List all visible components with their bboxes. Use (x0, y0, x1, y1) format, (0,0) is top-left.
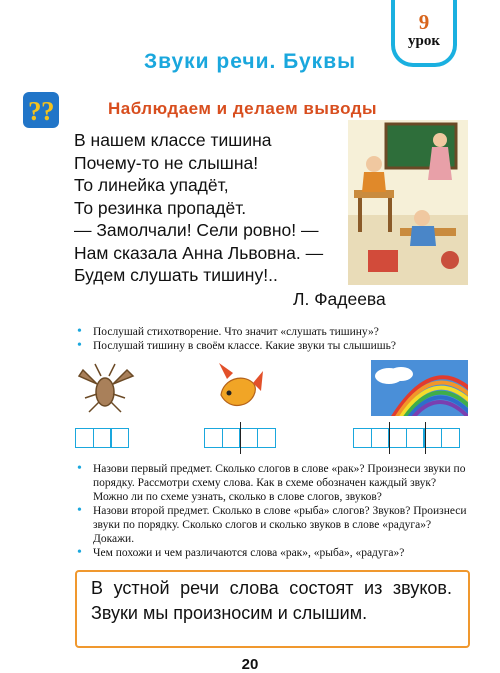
word-scheme-raduga (353, 428, 460, 448)
task-list-bottom (89, 462, 469, 560)
poem-line: Почему-то не слышна! (74, 152, 259, 173)
question-marks-icon (23, 92, 59, 128)
section-title: Наблюдаем и делаем выводы (108, 99, 378, 118)
task-item: • Послушай тишину в своём классе. Какие звуки ты слышишь? (89, 339, 469, 353)
rule-box: В устной речи слова состоят из звуков. Звуки мы произносим и слышим. (75, 570, 470, 648)
poem-line: То линейка упадёт, (74, 175, 229, 195)
poem-line: В нашем классе тишина (74, 130, 272, 150)
sound-cell (441, 428, 460, 448)
svg-text:?: ? (28, 96, 42, 126)
sound-cell (222, 428, 241, 448)
poem-line: Нам сказала Анна Львовна. — (74, 242, 324, 263)
poem-line: То резинка пропадёт. (74, 197, 247, 218)
sound-cell (110, 428, 129, 448)
sound-cell (75, 428, 94, 448)
goldfish-picture (213, 359, 265, 414)
sound-cell (353, 428, 372, 448)
page-number: 20 (241, 656, 259, 673)
syllable-divider (240, 422, 241, 454)
svg-text:?: ? (41, 96, 55, 126)
sound-cell (257, 428, 276, 448)
lesson-label: урок (408, 33, 440, 49)
word-scheme-rak (75, 428, 129, 448)
sound-cell (239, 428, 258, 448)
page-title: Звуки речи. Буквы (143, 50, 357, 73)
task-list-top (89, 325, 469, 353)
task-item: • Чем похожи и чем различаются слова «рак», «рыба», «радуга»? (89, 546, 469, 560)
task-item: • Послушай стихотворение. Что значит «слушать тишину»? (89, 325, 469, 339)
crayfish-picture (75, 362, 137, 414)
sound-cell (93, 428, 112, 448)
poem-line: Будем слушать тишину!.. (74, 265, 278, 285)
rainbow-picture (371, 360, 468, 416)
sound-cell (388, 428, 407, 448)
classroom-illustration (348, 120, 468, 285)
word-scheme-ryba (204, 428, 276, 448)
sound-cell (406, 428, 425, 448)
poem-author: Л. Фадеева (293, 289, 386, 309)
task-item: • Назови первый предмет. Сколько слогов в слове «рак»? Произнеси звуки по порядку. Рассмотри схему слова. Как в схеме обозначен каждый звук? Можно ли по схеме узнать, сколько в слове слогов, звуков? (89, 462, 469, 504)
poem (74, 129, 323, 287)
syllable-divider (389, 422, 390, 454)
syllable-divider (425, 422, 426, 454)
task-item: • Назови второй предмет. Сколько в слове «рыба» слогов? Звуков? Произнеси звуки по порядку. Сколько слогов и сколько звуков в слове «радуга»? Докажи. (89, 504, 469, 546)
sound-cell (371, 428, 390, 448)
sound-cell (204, 428, 223, 448)
lesson-number: 9 (418, 10, 430, 34)
poem-line: — Замолчали! Сели ровно! — (74, 220, 319, 240)
